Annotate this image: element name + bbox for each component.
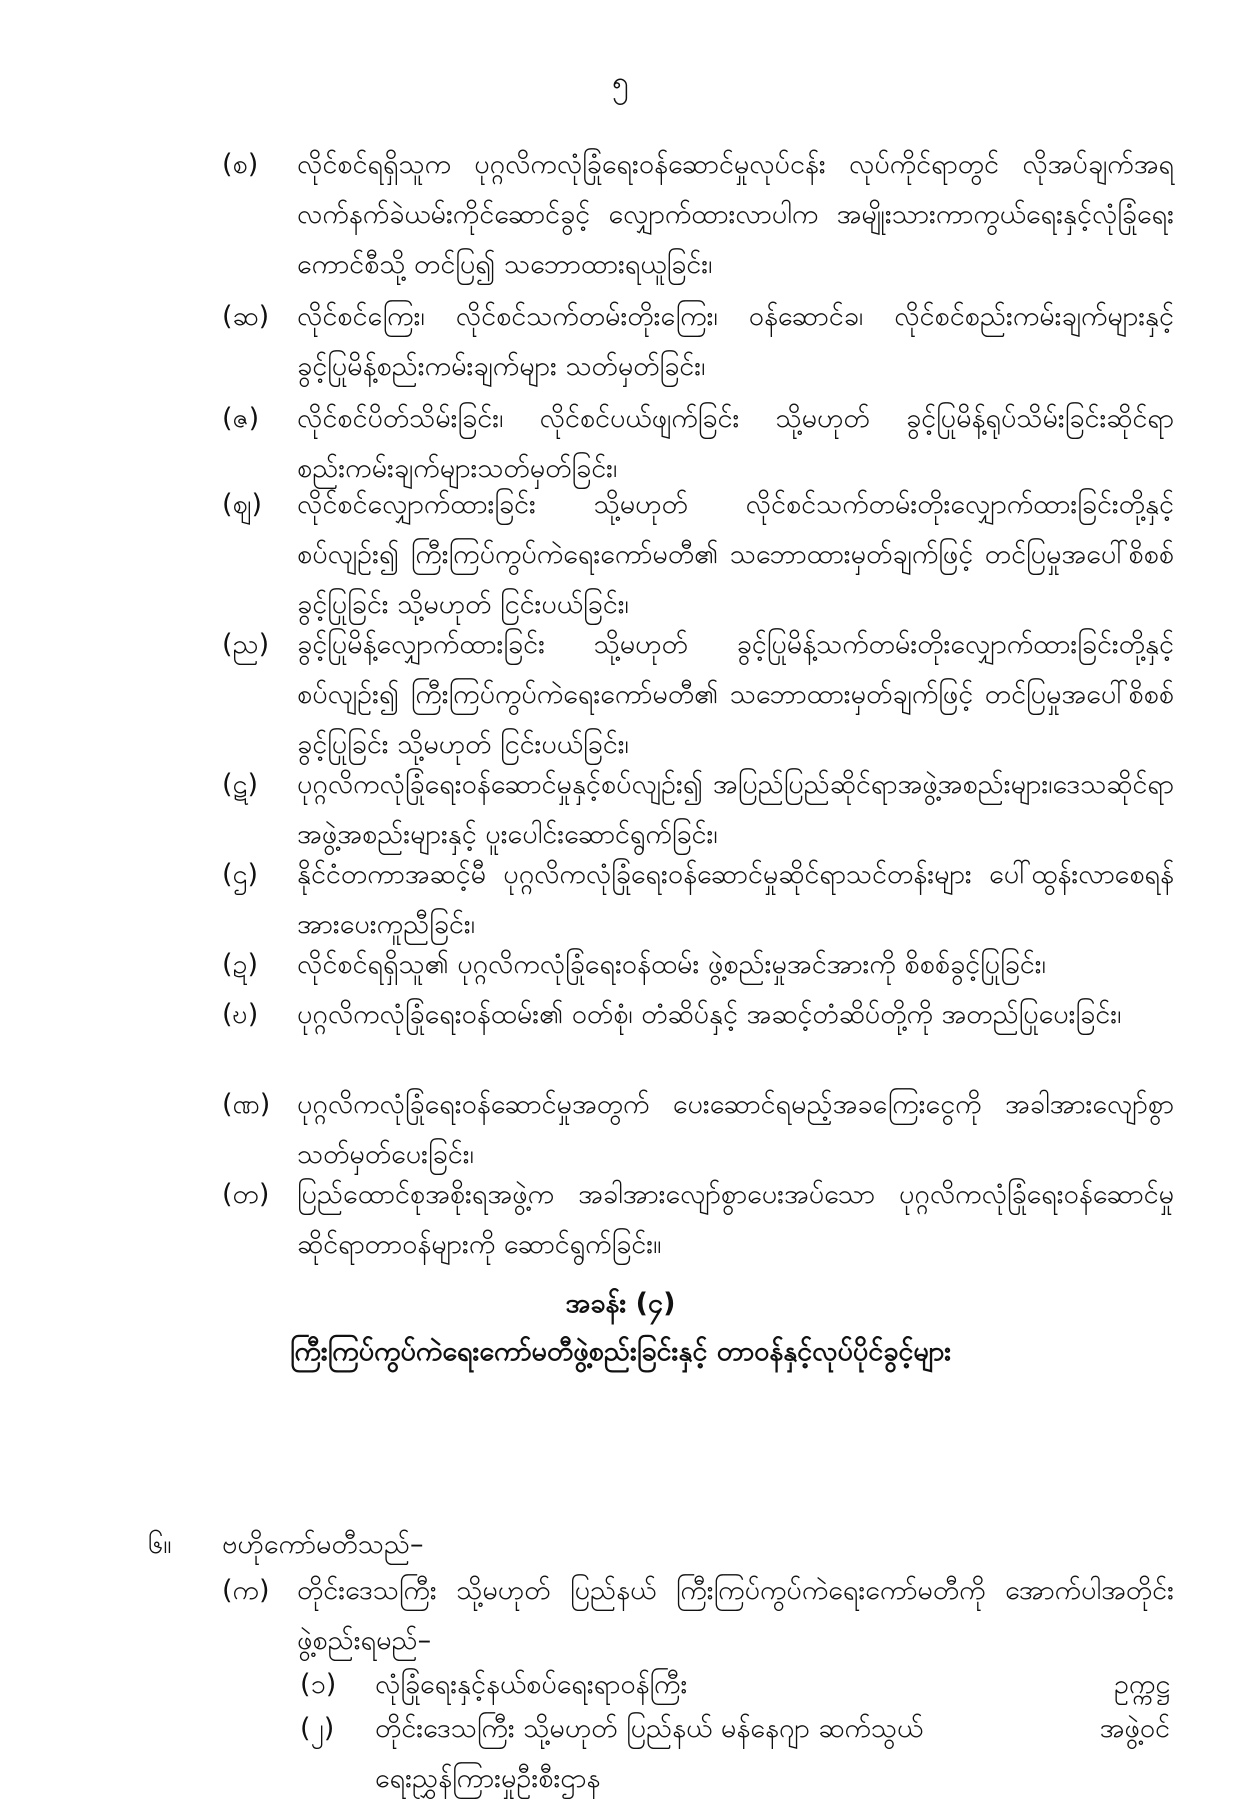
clause-text: လိုင်စင်ပိတ်သိမ်းခြင်း၊ လိုင်စင်ပယ်ဖျက်ခြင်း သို့မဟုတ် ခွင့်ပြုမိန့်ရုပ်သိမ်းခြင်းဆိုင်ရာစည်းကမ်းချက်များသတ်မှတ်ခြင်း၊ (297, 403, 1174, 484)
clause-text: လိုင်စင်လျှောက်ထားခြင်း သို့မဟုတ် လိုင်စင်သက်တမ်းတိုးလျှောက်ထားခြင်းတို့နှင့်စပ်လျဉ်း၍ ကြီးကြပ်ကွပ်ကဲရေးကော်မတီ၏ သဘောထားမှတ်ချက်ဖြင့် တင်ပြမှုအပေါ်စိစစ်ခွင့်ပြုခြင်း သို့မဟုတ် ငြင်းပယ်ခြင်း၊ (297, 489, 1174, 620)
clause-label: (ဌ) (222, 859, 259, 890)
member-label: (၁) (300, 1669, 337, 1700)
member-text: တိုင်းဒေသကြီး သို့မဟုတ် ပြည်နယ် မန်နေဂျာ ဆက်သွယ်ရေးညွှန်ကြားမှုဦးစီးဌာန (375, 1713, 924, 1794)
clause-label: (ဆ) (222, 301, 270, 332)
member-text: လုံခြုံရေးနှင့်နယ်စပ်ရေးရာဝန်ကြီး (375, 1669, 688, 1700)
clause-label: (ဈ) (222, 489, 263, 520)
page-number: ၅ (612, 65, 629, 100)
section-number: ၆။ (148, 1529, 172, 1560)
clause-label: (ဍ) (222, 949, 259, 980)
clause-text: ခွင့်ပြုမိန့်လျှောက်ထားခြင်း သို့မဟုတ် ခွင့်ပြုမိန့်သက်တမ်းတိုးလျှောက်ထားခြင်းတို့နှင့်စပ်လျဉ်း၍ ကြီးကြပ်ကွပ်ကဲရေးကော်မတီ၏ သဘောထားမှတ်ချက်ဖြင့် တင်ပြမှုအပေါ်စိစစ်ခွင့်ပြုခြင်း သို့မဟုတ် ငြင်းပယ်ခြင်း၊ (297, 629, 1174, 760)
clause-label: (ဎ) (222, 999, 259, 1030)
clause-label: (ဏ) (222, 1089, 271, 1120)
section-intro: ဗဟိုကော်မတီသည်– (222, 1529, 424, 1560)
clause-label: (စ) (222, 149, 259, 180)
clause-text: နိုင်ငံတကာအဆင့်မီ ပုဂ္ဂလိကလုံခြုံရေးဝန်ဆောင်မှုဆိုင်ရာသင်တန်းများ ပေါ်ထွန်းလာစေရန် အားပေးကူညီခြင်း၊ (297, 859, 1174, 940)
member-role: ဥက္ကဋ္ဌ (1113, 1669, 1170, 1700)
clause-label: (တ) (222, 1179, 270, 1210)
clause-text: လိုင်စင်ရရှိသူက ပုဂ္ဂလိကလုံခြုံရေးဝန်ဆောင်မှုလုပ်ငန်း လုပ်ကိုင်ရာတွင် လိုအပ်ချက်အရ လက်နက်ခဲယမ်းကိုင်ဆောင်ခွင့် လျှောက်ထားလာပါက အမျိုးသားကာကွယ်ရေးနှင့်လုံခြုံရေးကောင်စီသို့ တင်ပြ၍ သဘောထားရယူခြင်း၊ (297, 149, 1174, 280)
clause-text: လိုင်စင်ကြေး၊ လိုင်စင်သက်တမ်းတိုးကြေး၊ ဝန်ဆောင်ခ၊ လိုင်စင်စည်းကမ်းချက်များနှင့်ခွင့်ပြုမိန့်စည်းကမ်းချက်များ သတ်မှတ်ခြင်း၊ (297, 301, 1174, 382)
clause-text: ပုဂ္ဂလိကလုံခြုံရေးဝန်ဆောင်မှုအတွက် ပေးဆောင်ရမည့်အခကြေးငွေကို အခါအားလျော်စွာသတ်မှတ်ပေးခြင်း၊ (297, 1089, 1174, 1170)
clause-text: ပုဂ္ဂလိကလုံခြုံရေးဝန်ထမ်း၏ ဝတ်စုံ၊ တံဆိပ်နှင့် အဆင့်တံဆိပ်တို့ကို အတည်ပြုပေးခြင်း၊ (297, 999, 1122, 1030)
clause-label: (ည) (222, 629, 270, 660)
clause-text: ပြည်ထောင်စုအစိုးရအဖွဲ့က အခါအားလျော်စွာပေးအပ်သော ပုဂ္ဂလိကလုံခြုံရေးဝန်ဆောင်မှုဆိုင်ရာတာဝန်များကို ဆောင်ရွက်ခြင်း။ (297, 1179, 1174, 1260)
clause-label: (က) (222, 1575, 270, 1606)
clause-text: တိုင်းဒေသကြီး သို့မဟုတ် ပြည်နယ် ကြီးကြပ်ကွပ်ကဲရေးကော်မတီကို အောက်ပါအတိုင်းဖွဲ့စည်းရမည်– (297, 1575, 1174, 1656)
member-role: အဖွဲ့ဝင် (1099, 1713, 1170, 1744)
clause-label: (ဋ) (222, 769, 259, 800)
chapter-title: ကြီးကြပ်ကွပ်ကဲရေးကော်မတီဖွဲ့စည်းခြင်းနှင့် တာဝန်နှင့်လုပ်ပိုင်ခွင့်များ (289, 1336, 952, 1367)
chapter-number: အခန်း (၄) (565, 1288, 676, 1319)
clause-text: ပုဂ္ဂလိကလုံခြုံရေးဝန်ဆောင်မှုနှင့်စပ်လျဉ်း၍ အပြည်ပြည်ဆိုင်ရာအဖွဲ့အစည်းများ၊ဒေသဆိုင်ရာအဖွဲ့အစည်းများနှင့် ပူးပေါင်းဆောင်ရွက်ခြင်း၊ (297, 769, 1174, 850)
clause-text: လိုင်စင်ရရှိသူ၏ ပုဂ္ဂလိကလုံခြုံရေးဝန်ထမ်း ဖွဲ့စည်းမှုအင်အားကို စိစစ်ခွင့်ပြုခြင်း၊ (297, 949, 1046, 980)
clause-label: (ဇ) (222, 403, 260, 434)
member-label: (၂) (300, 1713, 335, 1744)
